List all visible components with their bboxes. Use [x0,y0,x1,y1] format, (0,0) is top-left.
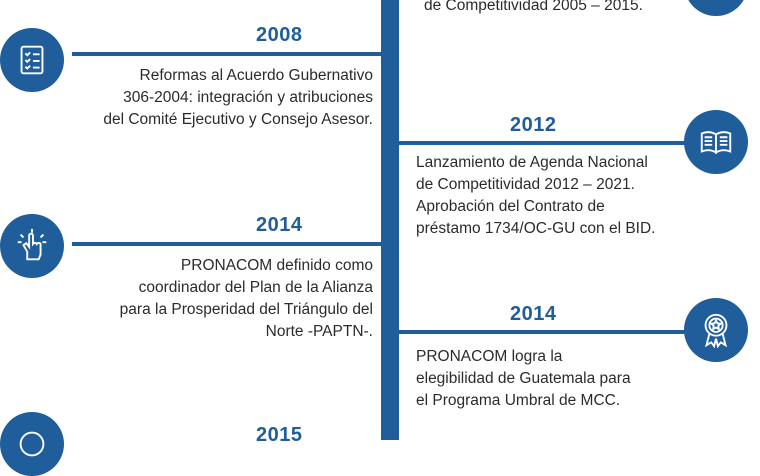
top-partial-icon [684,0,748,16]
text-line: de Competitividad 2012 – 2021. [416,176,635,193]
event-text [416,152,746,240]
text-line: PRONACOM definido como [180,257,373,274]
event-year: 2014 [256,214,303,236]
text-line: el Programa Umbral de MCC. [416,392,621,409]
event-connector [399,330,691,334]
event-connector [399,141,691,145]
text-line: del Comité Ejecutivo y Consejo Asesor. [103,111,373,128]
checklist-icon [0,28,64,92]
event-text [73,65,373,131]
text-line: coordinador del Plan de la Alianza [138,279,373,296]
text-line: Reformas al Acuerdo Gubernativo [139,67,373,84]
event-connector [72,52,382,56]
text-line: PRONACOM logra la [416,348,563,365]
text-line: elegibilidad de Guatemala para [416,370,631,387]
event-year: 2014 [510,303,557,325]
timeline-spine [381,0,399,440]
event-connector [72,242,382,246]
circle-icon [0,412,64,476]
event-2005-text-fragment: de Competitividad 2005 – 2015. [424,0,643,14]
event-year: 2015 [256,424,303,446]
event-text [416,346,716,412]
text-line: Aprobación del Contrato de [416,198,605,215]
text-line: Norte -PAPTN-. [265,323,373,340]
text-line: préstamo 1734/OC-GU con el BID. [416,220,656,237]
event-text [53,255,373,343]
event-year: 2008 [256,24,303,46]
text-line: 306-2004: integración y atribuciones [123,89,373,106]
text-line: Lanzamiento de Agenda Nacional [416,154,648,171]
text-line: para la Prosperidad del Triángulo del [119,301,373,318]
event-year: 2012 [510,114,557,136]
